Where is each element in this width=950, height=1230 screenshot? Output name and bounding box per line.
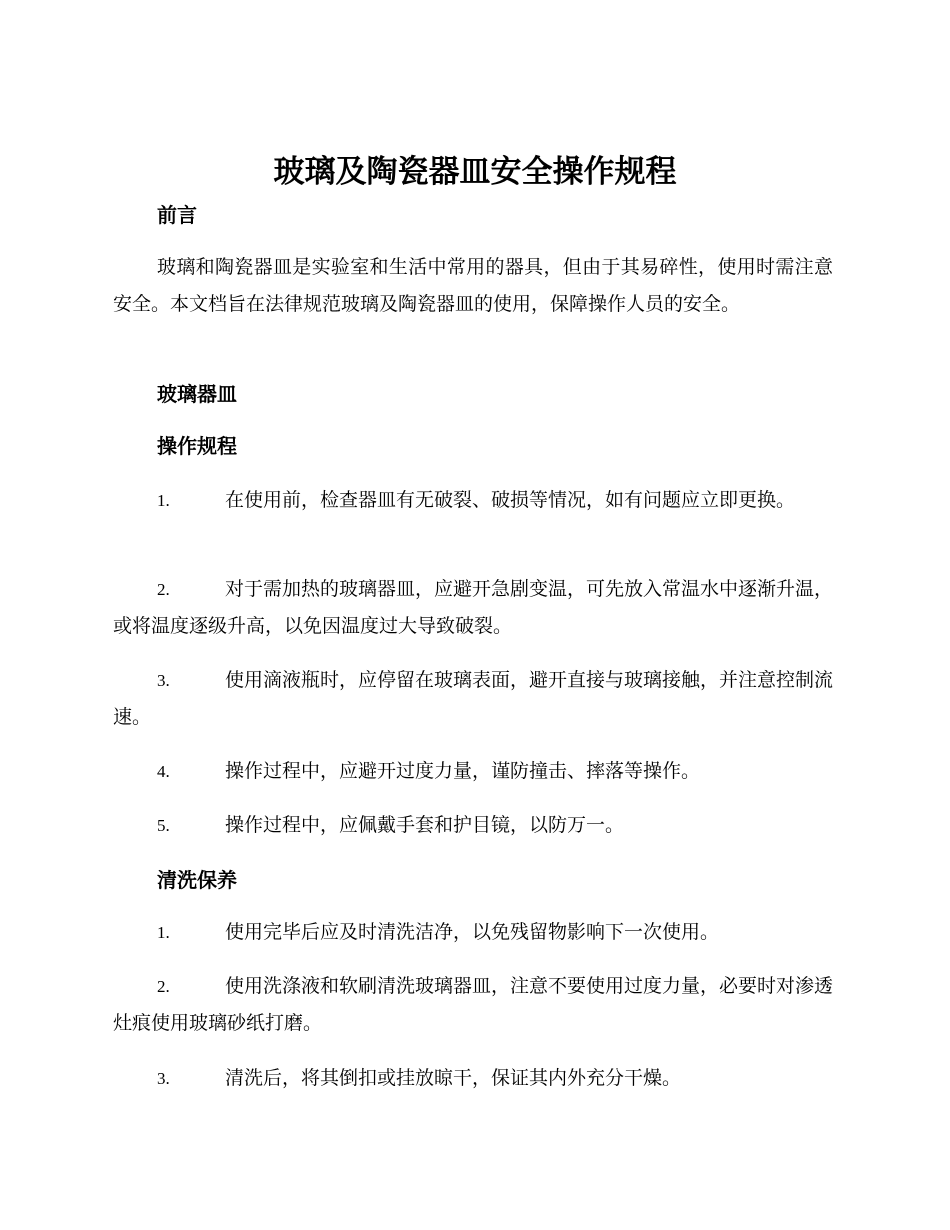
operation-item-3 — [113, 662, 833, 736]
list-item-text: 使用洗涤液和软刷清洗玻璃器皿，注意不要使用过度力量，必要时对渗透灶痕使用玻璃砂纸打磨。 — [113, 975, 834, 1034]
list-item-text: 使用完毕后应及时清洗洁净，以免残留物影响下一次使用。 — [225, 921, 720, 943]
operation-item-1 — [113, 482, 833, 519]
operation-item-5 — [113, 807, 833, 844]
list-number: 2. — [157, 977, 170, 996]
list-number: 2. — [157, 580, 170, 599]
preface-paragraph: 玻璃和陶瓷器皿是实验室和生活中常用的器具，但由于其易碎性，使用时需注意安全。本文档旨在法律规范玻璃及陶瓷器皿的使用，保障操作人员的安全。 — [113, 256, 833, 315]
cleaning-item-1 — [113, 914, 833, 951]
cleaning-item-2 — [113, 968, 833, 1042]
list-item-text: 对于需加热的玻璃器皿，应避开急剧变温，可先放入常温水中逐渐升温，或将温度逐级升高，以免因温度过大导致破裂。 — [113, 578, 834, 637]
list-item-text: 在使用前，检查器皿有无破裂、破损等情况，如有问题应立即更换。 — [225, 489, 796, 511]
list-number: 1. — [157, 491, 170, 510]
list-item-text: 操作过程中，应避开过度力量，谨防撞击、摔落等操作。 — [225, 760, 701, 782]
list-item-text: 操作过程中，应佩戴手套和护目镜，以防万一。 — [225, 814, 625, 836]
operation-heading: 操作规程 — [157, 434, 237, 458]
document-title: 玻璃及陶瓷器皿安全操作规程 — [273, 154, 677, 190]
list-item-text: 使用滴液瓶时，应停留在玻璃表面，避开直接与玻璃接触，并注意控制流速。 — [113, 669, 834, 728]
list-number: 5. — [157, 816, 170, 835]
preface-heading: 前言 — [157, 203, 197, 227]
list-number: 1. — [157, 923, 170, 942]
cleaning-item-3 — [113, 1060, 833, 1097]
list-number: 3. — [157, 671, 170, 690]
list-number: 3. — [157, 1069, 170, 1088]
list-item-text: 清洗后，将其倒扣或挂放晾干，保证其内外充分干燥。 — [225, 1067, 682, 1089]
operation-item-4 — [113, 753, 833, 790]
cleaning-heading: 清洗保养 — [157, 868, 237, 892]
glass-section-heading: 玻璃器皿 — [157, 382, 237, 406]
operation-item-2 — [113, 571, 833, 645]
list-number: 4. — [157, 762, 170, 781]
